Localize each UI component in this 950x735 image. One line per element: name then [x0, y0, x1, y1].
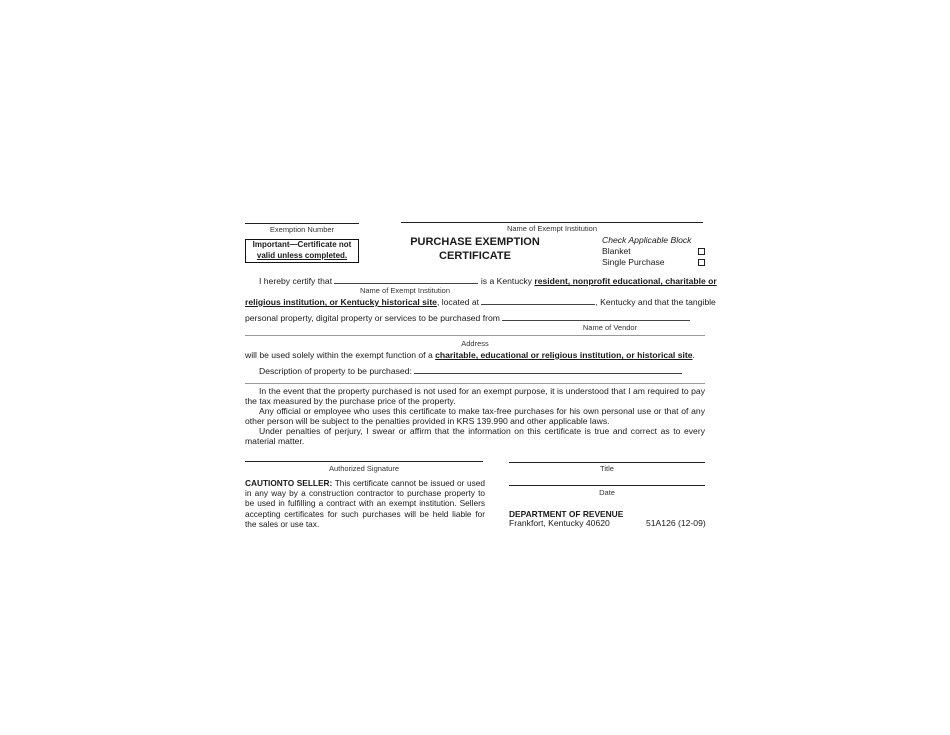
option-single-purchase-label: Single Purchase [602, 257, 665, 267]
institution-name-blank[interactable] [334, 276, 478, 284]
vendor-line [245, 313, 690, 323]
address-caption: Address [461, 339, 489, 348]
exempt-function-line [245, 350, 695, 360]
description-line [259, 366, 682, 376]
important-line1: Important—Certificate not [252, 240, 352, 249]
description-continuation-field[interactable] [245, 383, 705, 384]
line2-bold: religious institution, or Kentucky historical site [245, 297, 437, 307]
caution-to-seller [245, 478, 485, 529]
form-number: 51A126 (12-09) [646, 518, 706, 528]
certify-bold: resident, nonprofit educational, charitable or [534, 276, 717, 286]
vendor-caption: Name of Vendor [582, 323, 638, 332]
caution-body: This certificate cannot be issued or used in any way by a construction contractor to purchase property to be used in fulfilling a contract with an exempt institution. Sellers accepting certificates for such purchases will be held liable for the sales or use tax. [245, 478, 485, 529]
location-line [245, 297, 716, 307]
exempt-institution-name-field[interactable] [401, 222, 703, 223]
location-blank[interactable] [481, 297, 595, 305]
institution-name-caption: Name of Exempt Institution [359, 286, 451, 295]
signature-caption: Authorized Signature [328, 464, 400, 473]
line4-suffix: . [692, 350, 695, 360]
department-name: DEPARTMENT OF REVENUE [509, 509, 624, 519]
title-line1: PURCHASE EXEMPTION [410, 236, 540, 248]
line4-bold: charitable, educational or religious institution, or historical site [435, 350, 693, 360]
authorized-signature-field[interactable] [245, 461, 483, 462]
certify-prefix: I hereby certify that [259, 276, 333, 286]
check-applicable-block-label: Check Applicable Block [602, 235, 692, 245]
important-notice-box [245, 239, 359, 263]
form-title [405, 236, 545, 263]
date-caption: Date [599, 488, 615, 497]
address-field[interactable] [245, 335, 705, 336]
blanket-checkbox[interactable] [698, 248, 705, 255]
located-at-label: , located at [436, 297, 480, 307]
line4-prefix: will be used solely within the exempt function of a [245, 350, 433, 360]
caution-heading: CAUTIONTO SELLER: [245, 478, 333, 488]
certify-middle: is a Kentucky [480, 276, 532, 286]
exempt-institution-caption: Name of Exempt Institution [506, 224, 598, 233]
vendor-name-blank[interactable] [502, 313, 690, 321]
exemption-number-field[interactable] [245, 223, 359, 224]
paragraph-perjury: Under penalties of perjury, I swear or affirm that the information on this certificate is true and correct as to every material matter. [245, 426, 705, 446]
important-line2: valid unless completed. [256, 250, 348, 260]
option-blanket-label: Blanket [602, 246, 631, 256]
department-address: Frankfort, Kentucky 40620 [509, 518, 610, 528]
title-field[interactable] [509, 462, 705, 463]
certify-line [259, 276, 717, 286]
date-field[interactable] [509, 485, 705, 486]
paragraph-exempt-use: In the event that the property purchased is not used for an exempt purpose, it is understood that I am required to pay the tax measured by the purchase price of the property. [245, 386, 705, 406]
description-blank[interactable] [414, 366, 682, 374]
exemption-number-caption: Exemption Number [269, 225, 335, 234]
title-caption: Title [600, 464, 614, 473]
single-purchase-checkbox[interactable] [698, 259, 705, 266]
line3-prefix: personal property, digital property or services to be purchased from [245, 313, 500, 323]
description-label: Description of property to be purchased: [259, 366, 412, 376]
title-line2: CERTIFICATE [439, 249, 511, 262]
paragraph-penalties: Any official or employee who uses this certificate to make tax-free purchases for his own personal use or that of any other person will be subject to the penalties provided in KRS 139.990 and other applicable laws. [245, 406, 705, 426]
line2-suffix: , Kentucky and that the tangible [595, 297, 716, 307]
